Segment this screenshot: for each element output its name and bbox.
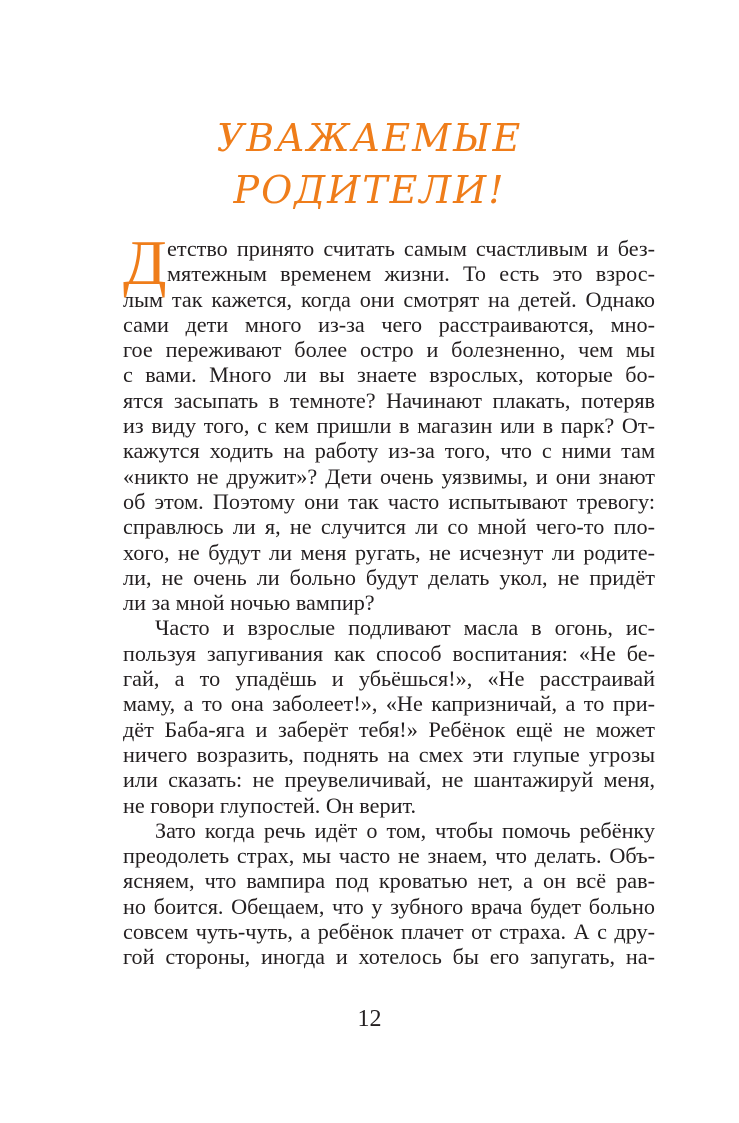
text-line: гай, а то упадёшь и убьёшься!», «Не расстраивай [123, 666, 655, 692]
text-line: мятежным временем жизни. То есть это взрос- [167, 261, 655, 287]
body-text [123, 227, 655, 970]
text-line: сами дети много из-за чего расстраиваются, мно- [123, 311, 655, 337]
text-line: не говори глупостей. Он верит. [123, 792, 417, 818]
text-line: «никто не дружит»? Дети очень уязвимы, и они знают [123, 463, 655, 489]
text-line: совсем чуть-чуть, а ребёнок плачет от страха. А с дру- [123, 919, 655, 945]
text-line: ли за мной ночью вампир? [123, 590, 375, 616]
text-line: или сказать: не преувеличивай, не шантажируй меня, [123, 767, 655, 793]
text-line: об этом. Поэтому они так часто испытывают тревогу: [123, 488, 655, 514]
text-line: из виду того, с кем пришли в магазин или в парк? От- [123, 413, 655, 439]
text-line: лым так кажется, когда они смотрят на детей. Однако [123, 286, 655, 312]
text-line: ничего возразить, поднять на смех эти глупые угрозы [123, 741, 655, 767]
heading-line-1: УВАЖАЕМЫЕ [216, 116, 523, 160]
text-line: маму, а то она заболеет!», «Не капризничай, а то при- [123, 691, 655, 717]
text-line: дёт Баба-яга и заберёт тебя!» Ребёнок ещё не может [123, 716, 655, 742]
text-line: гое переживают более остро и болезненно, чем мы [123, 337, 655, 363]
text-line: преодолеть страх, мы часто не знаем, что делать. Объ- [123, 843, 655, 869]
text-line: пользуя запугивания как способ воспитания: «Не бе- [123, 640, 655, 666]
heading-line-2: РОДИТЕЛИ! [233, 168, 506, 212]
text-line: справлюсь ли я, не случится ли со мной чего-то пло- [123, 514, 655, 540]
text-line: ясняем, что вампира под кроватью нет, а он всё рав- [123, 868, 655, 894]
text-line: етство принято считать самым счастливым и без- [167, 236, 655, 261]
text-line: но боится. Обещаем, что у зубного врача будет больно [123, 893, 655, 919]
text-line: ли, не очень ли больно будут делать укол, не придёт [123, 564, 655, 590]
text-line: гой стороны, иногда и хотелось бы его запугать, на- [123, 944, 655, 970]
text-line: Часто и взрослые подливают масла в огонь, ис- [155, 615, 655, 641]
text-line: с вами. Много ли вы знаете взрослых, которые бо- [123, 362, 655, 388]
drop-cap-letter: Д [123, 227, 167, 298]
chapter-heading [0, 112, 739, 216]
text-line: Зато когда речь идёт о том, чтобы помочь ребёнку [155, 817, 655, 843]
text-line: хого, не будут ли меня ругать, не исчезнут ли родите- [123, 539, 655, 565]
text-line: ятся засыпать в темноте? Начинают плакать, потеряв [123, 387, 655, 413]
page-number: 12 [357, 1006, 382, 1032]
text-line: кажутся ходить на работу из-за того, что с ними там [123, 438, 655, 464]
